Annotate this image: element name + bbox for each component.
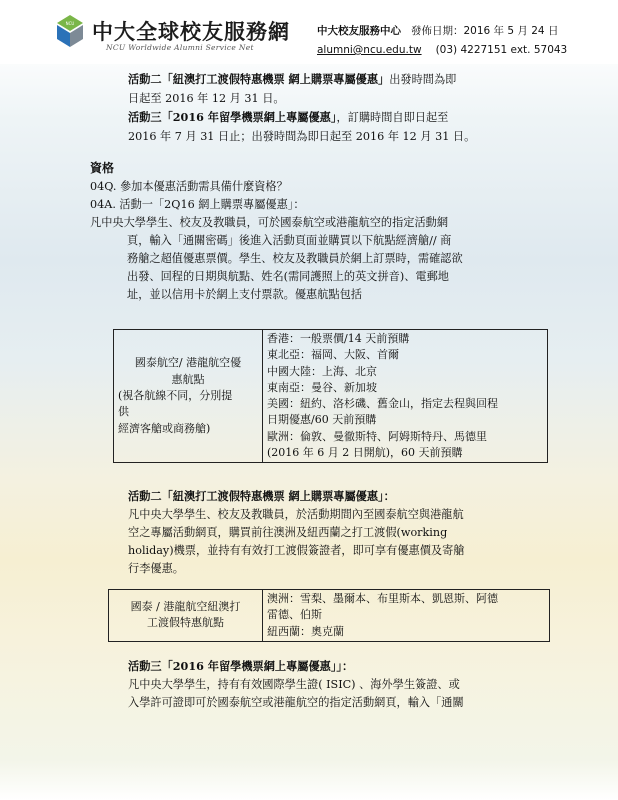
intro-activity3-line1: 活動三「2016 年留學機票網上專屬優惠」，訂購時間自即日起至	[128, 110, 449, 124]
section-title-qualification: 資格	[90, 161, 115, 175]
brand-subtitle: NCU Worldwide Alumni Service Net	[106, 43, 254, 52]
activity2-line: holiday)機票，並持有有效打工渡假簽證者，即可享有優惠價及寄艙	[128, 544, 465, 557]
center-name: 中大校友服務中心	[317, 25, 401, 37]
question-04q: 04Q. 參加本優惠活動需具備什麼資格？	[90, 180, 288, 193]
brand-title: 中大全球校友服務網	[92, 20, 290, 44]
table-row	[114, 330, 548, 463]
ncu-logo-icon	[55, 13, 85, 49]
table2-destinations-cell: 澳洲：雪梨、墨爾本、布里斯本、凱恩斯、阿德 雷德、伯斯 紐西蘭：奧克蘭	[263, 590, 550, 642]
email-link[interactable]: alumni@ncu.edu.tw	[317, 44, 422, 56]
activity3-line: 凡中央大學學生，持有有效國際學生證( ISIC) 、海外學生簽證、或	[128, 678, 460, 691]
answer-line: 出發、回程的日期與航點、姓名(需同護照上的英文拼音)、電郵地	[127, 270, 449, 283]
answer-line: 務艙之超值優惠票價。學生、校友及教職員於網上訂票時，需確認欲	[127, 252, 463, 265]
table1-airline-cell: 國泰航空/ 港龍航空優 惠航點 (視各航線不同，分別提 供 經濟客艙或商務艙)	[114, 330, 263, 463]
activity2-line: 行李優惠。	[128, 562, 184, 575]
table2-airline-cell: 國泰 / 港龍航空紐澳打 工渡假特惠航點	[109, 590, 263, 642]
logo-text: NCU	[65, 21, 75, 26]
header-contact	[317, 22, 567, 60]
intro-activity2-line2: 日起至 2016 年 12 月 31 日。	[128, 92, 285, 105]
table-row	[109, 590, 550, 642]
activity2-line: 空之專屬活動網頁，購買前往澳洲及紐西蘭之打工渡假(working	[128, 526, 448, 539]
phone-number: (03) 4227151 ext. 57043	[435, 44, 568, 56]
activity3-line: 入學許可證即可於國泰航空或港龍航空的指定活動網頁，輸入「通關	[128, 696, 464, 709]
publish-date: 發佈日期：2016 年 5 月 24 日	[411, 25, 559, 37]
answer-line: 頁，輸入「通關密碼」後進入活動頁面並購買以下航點經濟艙// 商	[127, 234, 452, 247]
activity3-title: 活動三「2016 年留學機票網上專屬優惠」」：	[128, 659, 354, 673]
intro-activity2-line1: 活動二「紐澳打工渡假特惠機票 網上購票專屬優惠」出發時間為即	[128, 72, 457, 86]
table1-destinations-cell: 香港：一般票價/14 天前預購 東北亞：福岡、大阪、首爾 中國大陸：上海、北京 東南亞：曼谷、新加坡 美國：紐約、洛杉磯、舊金山，指定去程與回程 日期優惠/60 天前預購 歐洲：倫敦、曼徹斯特、阿姆斯特丹、馬德里 (2016 年 6 月 2 日開航)，60 天前預購	[263, 330, 548, 463]
intro-activity3-line2: 2016 年 7 月 31 日止；出發時間為即日起至 2016 年 12 月 31 日。	[128, 130, 476, 143]
activity2-title: 活動二「紐澳打工渡假特惠機票 網上購票專屬優惠」：	[128, 489, 395, 503]
answer-line: 凡中央大學學生、校友及教職員，可於國泰航空或港龍航空的指定活動網	[90, 216, 449, 229]
destinations-table-2	[108, 589, 550, 642]
answer-line: 址，並以信用卡於網上支付票款。優惠航點包括	[127, 288, 362, 301]
answer-04a-head: 04A. 活動一「2Q16 網上購票專屬優惠」：	[90, 198, 305, 211]
page-header	[0, 0, 618, 64]
destinations-table-1	[113, 329, 548, 463]
activity2-line: 凡中央大學學生、校友及教職員，於活動期間內至國泰航空與港龍航	[128, 508, 464, 521]
